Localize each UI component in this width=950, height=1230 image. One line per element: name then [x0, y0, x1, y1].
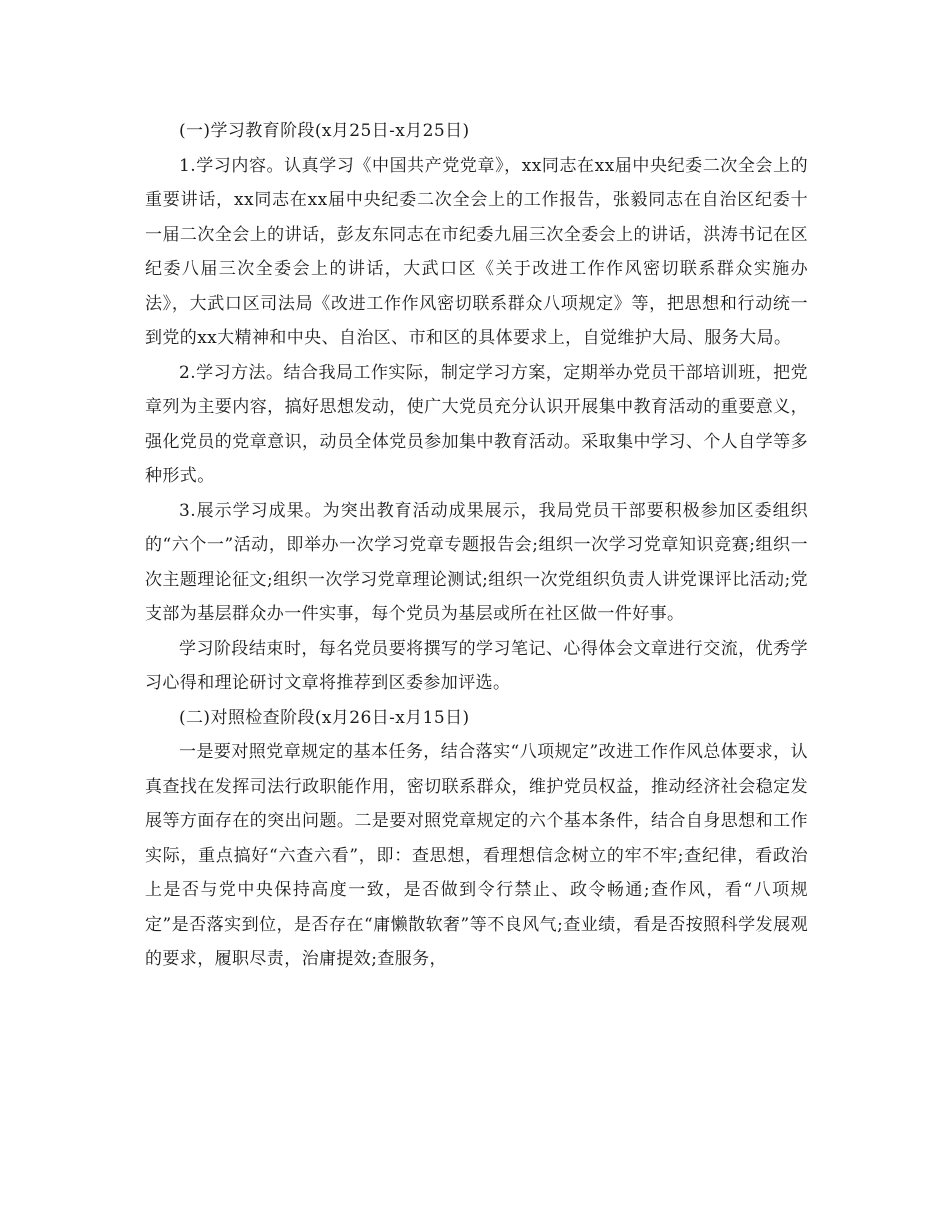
section-heading-study: (一)学习教育阶段(x月25日-x月25日): [179, 121, 470, 141]
paragraph-study-conclusion: 学习阶段结束时，每名党员要将撰写的学习笔记、心得体会文章进行交流，优秀学习心得和理论研讨文章将推荐到区委参加评选。: [145, 638, 808, 693]
paragraph-study-method: 2.学习方法。结合我局工作实际，制定学习方案，定期举办党员干部培训班，把党章列为主要内容，搞好思想发动，使广大党员充分认识开展集中教育活动的重要意义，强化党员的党章意识，动员全体党员参加集中教育活动。采取集中学习、个人自学等多种形式。: [145, 362, 808, 486]
paragraph-study-results: 3.展示学习成果。为突出教育活动成果展示，我局党员干部要积极参加区委组织的“六个一”活动，即举办一次学习党章专题报告会;组织一次学习党章知识竞赛;组织一次主题理论征文;组织一次学习党章理论测试;组织一次党组织负责人讲党课评比活动;党支部为基层群众办一件实事，每个党员为基层或所在社区做一件好事。: [145, 500, 808, 624]
document-body: [145, 114, 808, 977]
section-heading-check: (二)对照检查阶段(x月26日-x月15日): [179, 707, 470, 728]
paragraph-check-content: 一是要对照党章规定的基本任务，结合落实“八项规定”改进工作作风总体要求，认真查找在发挥司法行政职能作用，密切联系群众，维护党员权益，推动经济社会稳定发展等方面存在的突出问题。二是要对照党章规定的六个基本条件，结合自身思想和工作实际，重点搞好“六查六看”，即：查思想，看理想信念树立的牢不牢;查纪律，看政治上是否与党中央保持高度一致，是否做到令行禁止、政令畅通;查作风，看“八项规定”是否落实到位，是否存在“庸懒散软奢”等不良风气;查业绩，看是否按照科学发展观的要求，履职尽责，治庸提效;查服务，: [145, 742, 808, 969]
paragraph-study-content: 1.学习内容。认真学习《中国共产党党章》，xx同志在xx届中央纪委二次全会上的重要讲话，xx同志在xx届中央纪委二次全会上的工作报告，张毅同志在自治区纪委十一届二次全会上的讲话，彭友东同志在市纪委九届三次全委会上的讲话，洪涛书记在区纪委八届三次全委会上的讲话，大武口区《关于改进工作作风密切联系群众实施办法》，大武口区司法局《改进工作作风密切联系群众八项规定》等，把思想和行动统一到党的xx大精神和中央、自治区、市和区的具体要求上，自觉维护大局、服务大局。: [145, 155, 808, 348]
